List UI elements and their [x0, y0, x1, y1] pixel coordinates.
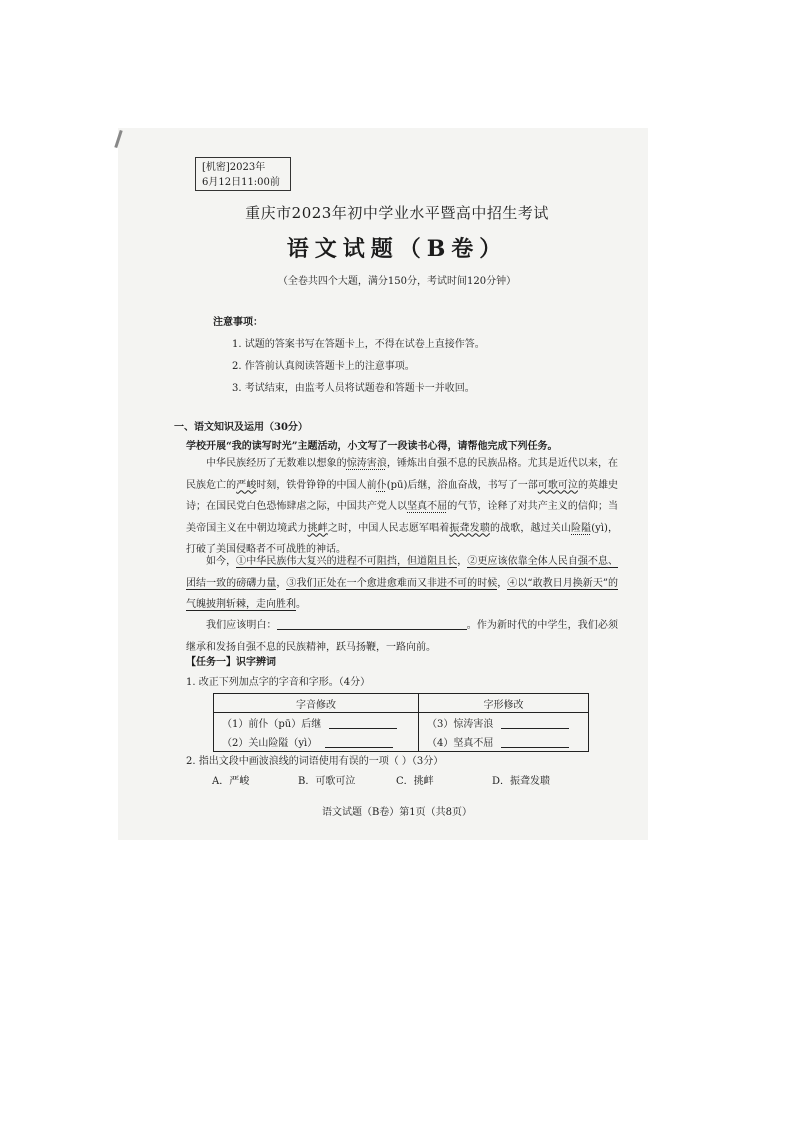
text: 的英雄史诗；在国民党白色恐怖肆虐之际，中国共产党人以	[186, 479, 619, 512]
text: 之时，中国人民志愿军唱着	[327, 522, 450, 534]
table-cell	[419, 713, 589, 733]
cell-text: （2）关山险隘（yì）	[222, 738, 318, 749]
confidential-line-1: [机密]2023年	[202, 162, 266, 173]
dotted-word: 坚真不屈	[407, 501, 448, 512]
text: ，	[457, 556, 468, 567]
wavy-word: 振聋发聩	[449, 522, 490, 534]
dotted-word: 险隘	[571, 522, 592, 534]
underlined-sentence: ②更应该依靠全体人民自强不息、团结一致的磅礴力量	[186, 556, 619, 589]
wavy-word: 可歌可泣	[537, 479, 578, 491]
notice-item: 1. 试题的答案书写在答题卡上，不得在试卷上直接作答。	[232, 339, 485, 350]
text: 的气节，诠释了对共产主义的信仰；当美帝国主义在中朝边境武力	[186, 501, 619, 534]
answer-blank[interactable]	[325, 747, 393, 748]
passage-paragraph-1	[186, 453, 618, 561]
option-b[interactable]: B．可歌可泣	[298, 776, 356, 787]
section-heading: 一、语文知识及运用（30分）	[174, 422, 308, 433]
text: (yì)，打破了美国侵略者不可战胜的神话。	[186, 522, 619, 555]
table-header: 字音修改	[214, 694, 419, 713]
text: 的战歌，越过关山	[489, 522, 571, 534]
confidential-line-2: 6月12日11:00前	[202, 177, 280, 188]
text: (pū)后继，浴血奋战，书写了一部	[386, 479, 538, 491]
option-c[interactable]: C．挑衅	[396, 776, 434, 787]
passage-paragraph-3	[186, 615, 618, 658]
page-footer: 语文试题（B卷）第1页（共8页）	[321, 807, 473, 818]
text: 中华民族经历了无数难以想象的	[206, 458, 347, 469]
table-header: 字形修改	[419, 694, 589, 713]
confidential-box	[195, 157, 291, 191]
wavy-word: 挑衅	[307, 522, 328, 534]
paper-subtitle: （全卷共四个大题，满分150分，考试时间120分钟）	[277, 276, 517, 287]
cell-text: （1）前仆（pū）后继	[222, 719, 322, 730]
cell-text: （4）坚真不屈	[427, 738, 494, 749]
underlined-sentence: ①中华民族伟大复兴的进程不可阻挡，但道阻且长	[236, 556, 458, 567]
table-cell	[214, 713, 419, 733]
dotted-word: 惊涛害浪	[346, 458, 387, 469]
answer-blank[interactable]	[501, 747, 569, 748]
paper-title: 语文试题（B卷）	[286, 236, 508, 262]
underlined-sentence: ③我们正处在一个愈进愈难而又非进不可的时候	[286, 577, 498, 589]
option-a[interactable]: A．严峻	[212, 776, 250, 787]
text: 我们应该明白：	[206, 620, 277, 631]
table-cell	[419, 732, 589, 752]
cell-text: （3）惊涛害浪	[427, 719, 494, 730]
choice-options	[212, 772, 552, 787]
underlined-sentence: ④以“敢教日月换新天”的气魄披荆斩棘，走向胜利	[186, 577, 619, 610]
text: ，	[276, 577, 287, 589]
notice-item: 2. 作答前认真阅读答题卡上的注意事项。	[232, 361, 415, 372]
answer-blank[interactable]	[329, 728, 397, 729]
text: 时刻，铁骨铮铮的中国人前	[256, 479, 377, 491]
text: 。作为新时代的中学生，我们必须继承和发扬自强不息的民族精神，跃马扬鞭，一路向前。	[186, 620, 619, 653]
text: 如今，	[206, 556, 237, 567]
dotted-word: 仆	[376, 479, 387, 491]
notice-heading: 注意事项：	[213, 317, 263, 328]
passage-paragraph-2	[186, 551, 618, 616]
option-d[interactable]: D．振聋发聩	[492, 776, 551, 787]
table-cell	[214, 732, 419, 752]
question-1: 1. 改正下列加点字的字音和字形。（4分）	[186, 677, 371, 688]
task-heading: 【任务一】识字辨词	[186, 657, 276, 668]
table-row	[214, 713, 589, 733]
notice-item: 3. 考试结束，由监考人员将试题卷和答题卡一并收回。	[232, 383, 475, 394]
exam-title: 重庆市2023年初中学业水平暨高中招生考试	[245, 204, 549, 222]
task-intro: 学校开展“我的读写时光”主题活动，小文写了一段读书心得，请帮他完成下列任务。	[186, 441, 558, 452]
text: ，锤炼出自强不息的民族品格。尤其是近代以来，在民族危亡的	[186, 458, 619, 491]
answer-blank[interactable]	[277, 629, 467, 630]
text: 。	[296, 599, 306, 610]
answer-blank[interactable]	[501, 728, 569, 729]
correction-table	[213, 693, 589, 752]
table-row	[214, 732, 589, 752]
text: ，	[497, 577, 508, 589]
question-2: 2. 指出文段中画波浪线的词语使用有误的一项（ ）（3分）	[186, 756, 444, 767]
wavy-word: 严峻	[236, 479, 257, 491]
